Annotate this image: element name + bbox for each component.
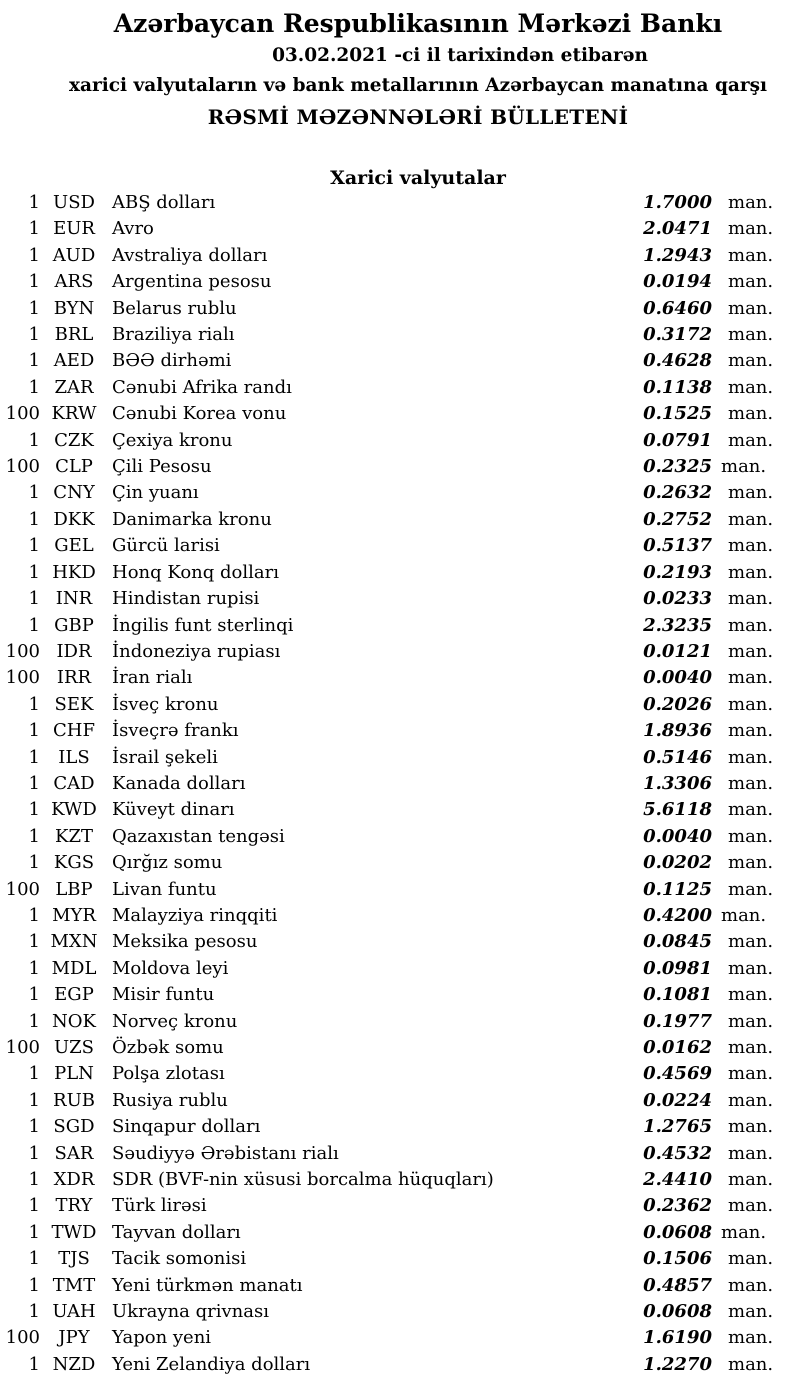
currency-quantity: 100 bbox=[5, 403, 40, 425]
unit-label: man. bbox=[728, 720, 774, 742]
currency-code: CNY bbox=[53, 482, 95, 504]
currency-name: İsveçrə frankı bbox=[112, 720, 239, 742]
currency-code: NOK bbox=[52, 1010, 96, 1032]
currency-name: Polşa zlotası bbox=[112, 1063, 225, 1085]
rate-value: 0.0202 bbox=[643, 852, 712, 874]
currency-code: CZK bbox=[54, 429, 94, 451]
currency-name: Yeni türkmən manatı bbox=[112, 1274, 303, 1296]
rate-row bbox=[0, 1114, 800, 1140]
currency-code: KRW bbox=[51, 403, 97, 425]
currency-code: INR bbox=[55, 588, 93, 610]
currency-quantity: 1 bbox=[28, 588, 40, 610]
rate-value: 1.7000 bbox=[643, 192, 712, 213]
rate-row bbox=[0, 507, 800, 533]
currency-name: Honq Konq dolları bbox=[112, 561, 279, 583]
bulletin-title: RƏSMİ MƏZƏNNƏLƏRİ BÜLLETENİ bbox=[207, 105, 629, 129]
rate-value: 0.1138 bbox=[643, 376, 712, 398]
unit-label: man. bbox=[728, 1089, 774, 1111]
currency-name: Çili Pesosu bbox=[112, 456, 212, 478]
currency-code: TJS bbox=[58, 1248, 90, 1270]
rate-value: 0.0233 bbox=[643, 588, 712, 610]
currency-quantity: 1 bbox=[28, 218, 40, 240]
rate-row bbox=[0, 454, 800, 480]
rate-value: 0.4628 bbox=[643, 350, 712, 372]
unit-label: man. bbox=[728, 324, 774, 346]
unit-label: man. bbox=[728, 667, 774, 689]
currency-quantity: 100 bbox=[5, 1037, 40, 1058]
currency-name: Küveyt dinarı bbox=[112, 799, 235, 821]
currency-name: İndoneziya rupiası bbox=[112, 640, 281, 662]
currency-code: SGD bbox=[53, 1116, 95, 1138]
currency-quantity: 1 bbox=[28, 693, 40, 715]
unit-label: man. bbox=[728, 482, 774, 504]
unit-label: man. bbox=[728, 403, 774, 425]
unit-label: man. bbox=[728, 1063, 774, 1085]
rate-row bbox=[0, 296, 800, 322]
currency-quantity: 1 bbox=[28, 1301, 40, 1323]
unit-label: man. bbox=[728, 297, 774, 319]
rate-value: 2.0471 bbox=[643, 218, 712, 240]
rate-row bbox=[0, 1167, 800, 1193]
rate-value: 0.0791 bbox=[643, 429, 712, 451]
unit-label: man. bbox=[728, 350, 774, 372]
rate-row bbox=[0, 1246, 800, 1272]
rate-row bbox=[0, 1273, 800, 1299]
currency-name: Kanada dolları bbox=[112, 772, 246, 794]
currency-code: ILS bbox=[58, 746, 90, 768]
rate-row bbox=[0, 1193, 800, 1219]
currency-name: Danimarka kronu bbox=[112, 508, 272, 530]
rate-row bbox=[0, 560, 800, 586]
currency-name: Argentina pesosu bbox=[112, 271, 272, 293]
currency-quantity: 1 bbox=[28, 614, 40, 636]
rate-value: 2.4410 bbox=[643, 1169, 712, 1191]
currency-name: Çin yuanı bbox=[112, 482, 199, 504]
currency-quantity: 1 bbox=[28, 720, 40, 742]
rate-row bbox=[0, 797, 800, 823]
unit-label: man. bbox=[728, 640, 774, 662]
currency-quantity: 100 bbox=[5, 640, 40, 662]
rate-row bbox=[0, 1035, 800, 1061]
currency-code: EGP bbox=[54, 984, 94, 1006]
currency-name: Cənubi Afrika randı bbox=[112, 376, 292, 398]
rate-value: 1.2270 bbox=[643, 1353, 712, 1375]
effective-date-line: 03.02.2021 -ci il tarixindən etibarən bbox=[272, 45, 648, 66]
rate-row bbox=[0, 428, 800, 454]
rate-row bbox=[0, 1061, 800, 1087]
currency-code: MDL bbox=[51, 957, 97, 979]
currency-quantity: 1 bbox=[28, 1010, 40, 1032]
currency-name: ABŞ dolları bbox=[112, 192, 216, 213]
unit-label: man. bbox=[728, 693, 774, 715]
currency-quantity: 1 bbox=[28, 324, 40, 346]
currency-code: MXN bbox=[50, 931, 98, 953]
unit-label: man. bbox=[728, 1248, 774, 1270]
unit-label: man. bbox=[728, 746, 774, 768]
currency-name: Livan funtu bbox=[112, 878, 217, 900]
currency-quantity: 1 bbox=[28, 746, 40, 768]
currency-code: ZAR bbox=[54, 376, 94, 398]
currency-code: JPY bbox=[58, 1327, 90, 1349]
currency-name: Misir funtu bbox=[112, 984, 215, 1006]
rate-row bbox=[0, 190, 800, 216]
unit-label: man. bbox=[728, 878, 774, 900]
exchange-rates-table bbox=[0, 190, 800, 1378]
rate-value: 0.0121 bbox=[643, 640, 712, 662]
currency-quantity: 1 bbox=[28, 1063, 40, 1085]
currency-quantity: 1 bbox=[28, 799, 40, 821]
currency-code: PLN bbox=[54, 1063, 94, 1085]
currency-code: MYR bbox=[52, 904, 96, 926]
bank-title: Azərbaycan Respublikasının Mərkəzi Bankı bbox=[113, 9, 723, 38]
currency-code: SAR bbox=[54, 1142, 94, 1164]
rate-row bbox=[0, 401, 800, 427]
currency-code: SEK bbox=[54, 693, 94, 715]
rate-row bbox=[0, 745, 800, 771]
currency-quantity: 1 bbox=[28, 931, 40, 953]
unit-label: man. bbox=[728, 931, 774, 953]
rate-row bbox=[0, 1352, 800, 1378]
currency-code: CAD bbox=[53, 772, 95, 794]
currency-quantity: 1 bbox=[28, 350, 40, 372]
unit-label: man. bbox=[728, 1274, 774, 1296]
currency-name: Norveç kronu bbox=[112, 1010, 238, 1032]
unit-label: man. bbox=[728, 244, 774, 266]
rate-row bbox=[0, 982, 800, 1008]
currency-code: TWD bbox=[51, 1221, 97, 1243]
rate-value: 0.2362 bbox=[643, 1195, 712, 1217]
currency-name: Avstraliya dolları bbox=[112, 244, 268, 266]
unit-label: man. bbox=[728, 561, 774, 583]
rate-value: 0.4857 bbox=[643, 1274, 712, 1296]
rate-row bbox=[0, 586, 800, 612]
rate-row bbox=[0, 1088, 800, 1114]
rate-value: 0.0194 bbox=[643, 271, 712, 293]
currency-code: HKD bbox=[52, 561, 96, 583]
currency-name: Tayvan dolları bbox=[112, 1221, 241, 1243]
currency-code: CLP bbox=[55, 456, 93, 478]
rate-row bbox=[0, 771, 800, 797]
currency-code: TMT bbox=[52, 1274, 96, 1296]
unit-label: man. bbox=[728, 1142, 774, 1164]
unit-label: man. bbox=[728, 271, 774, 293]
unit-label: man. bbox=[728, 218, 774, 240]
rate-value: 1.2765 bbox=[643, 1116, 712, 1138]
unit-label: man. bbox=[721, 1221, 767, 1243]
currency-code: USD bbox=[53, 192, 95, 213]
currency-code: IRR bbox=[56, 667, 92, 689]
unit-label: man. bbox=[728, 1195, 774, 1217]
currency-code: GEL bbox=[54, 535, 94, 557]
currency-code: CHF bbox=[53, 720, 95, 742]
rate-value: 0.5146 bbox=[643, 746, 712, 768]
currency-quantity: 1 bbox=[28, 1274, 40, 1296]
currency-name: Qazaxıstan tengəsi bbox=[112, 825, 285, 847]
rate-value: 0.2193 bbox=[643, 561, 712, 583]
subject-line: xarici valyutaların və bank metallarının Azərbaycan manatına qarşı bbox=[68, 75, 768, 96]
currency-quantity: 1 bbox=[28, 271, 40, 293]
rate-row bbox=[0, 243, 800, 269]
currency-quantity: 1 bbox=[28, 957, 40, 979]
currency-quantity: 1 bbox=[28, 192, 40, 213]
rate-row bbox=[0, 1141, 800, 1167]
currency-code: UZS bbox=[53, 1037, 94, 1058]
currency-quantity: 1 bbox=[28, 429, 40, 451]
rate-value: 1.2943 bbox=[643, 244, 712, 266]
rate-value: 0.2026 bbox=[643, 693, 712, 715]
rate-row bbox=[0, 1299, 800, 1325]
rate-value: 0.1977 bbox=[643, 1010, 712, 1032]
rate-row bbox=[0, 375, 800, 401]
currency-quantity: 1 bbox=[28, 1248, 40, 1270]
currency-name: Səudiyyə Ərəbistanı rialı bbox=[112, 1142, 339, 1164]
currency-code: EUR bbox=[53, 218, 95, 240]
currency-quantity: 1 bbox=[28, 984, 40, 1006]
currency-quantity: 1 bbox=[28, 825, 40, 847]
rate-row bbox=[0, 877, 800, 903]
rate-value: 1.6190 bbox=[643, 1327, 712, 1349]
rate-value: 0.0040 bbox=[643, 667, 712, 689]
currency-code: AUD bbox=[52, 244, 96, 266]
rate-row bbox=[0, 850, 800, 876]
rate-value: 1.8936 bbox=[643, 720, 712, 742]
currency-code: KGS bbox=[53, 852, 95, 874]
rate-value: 0.4569 bbox=[643, 1063, 712, 1085]
unit-label: man. bbox=[728, 1037, 774, 1058]
currency-quantity: 1 bbox=[28, 482, 40, 504]
rate-value: 0.1525 bbox=[643, 403, 712, 425]
rate-value: 0.2752 bbox=[643, 508, 712, 530]
currency-quantity: 1 bbox=[28, 1089, 40, 1111]
currency-quantity: 100 bbox=[5, 456, 40, 478]
currency-quantity: 1 bbox=[28, 244, 40, 266]
currency-name: Ukrayna qrivnası bbox=[112, 1301, 269, 1323]
currency-name: Türk lirəsi bbox=[112, 1195, 207, 1217]
rate-row bbox=[0, 665, 800, 691]
rate-value: 0.0845 bbox=[643, 931, 712, 953]
rate-value: 1.3306 bbox=[643, 772, 712, 794]
currency-name: Hindistan rupisi bbox=[112, 588, 260, 610]
unit-label: man. bbox=[721, 456, 767, 478]
rate-value: 2.3235 bbox=[643, 614, 712, 636]
currency-code: DKK bbox=[53, 508, 95, 530]
currency-name: Cənubi Korea vonu bbox=[112, 403, 287, 425]
rate-row bbox=[0, 480, 800, 506]
unit-label: man. bbox=[728, 429, 774, 451]
currency-name: İngilis funt sterlinqi bbox=[112, 614, 294, 636]
rate-value: 0.1506 bbox=[643, 1248, 712, 1270]
currency-name: Yeni Zelandiya dolları bbox=[112, 1353, 311, 1375]
currency-quantity: 1 bbox=[28, 1142, 40, 1164]
unit-label: man. bbox=[728, 376, 774, 398]
currency-code: BYN bbox=[53, 297, 95, 319]
unit-label: man. bbox=[728, 535, 774, 557]
rate-row bbox=[0, 824, 800, 850]
unit-label: man. bbox=[728, 1169, 774, 1191]
rate-row bbox=[0, 348, 800, 374]
unit-label: man. bbox=[728, 1010, 774, 1032]
rate-value: 0.2632 bbox=[643, 482, 712, 504]
rate-row bbox=[0, 1325, 800, 1351]
currency-code: KZT bbox=[55, 825, 93, 847]
currency-name: Özbək somu bbox=[112, 1037, 224, 1058]
unit-label: man. bbox=[728, 614, 774, 636]
rate-row bbox=[0, 692, 800, 718]
currency-name: Rusiya rublu bbox=[112, 1089, 228, 1111]
rate-row bbox=[0, 322, 800, 348]
rate-value: 0.5137 bbox=[643, 535, 712, 557]
currency-name: Belarus rublu bbox=[112, 297, 237, 319]
currency-name: Tacik somonisi bbox=[112, 1248, 247, 1270]
currency-name: SDR (BVF-nin xüsusi borcalma hüquqları) bbox=[112, 1169, 494, 1191]
rate-row bbox=[0, 956, 800, 982]
currency-name: Yapon yeni bbox=[112, 1327, 212, 1349]
currency-code: GBP bbox=[54, 614, 94, 636]
rate-row bbox=[0, 1009, 800, 1035]
rate-row bbox=[0, 639, 800, 665]
unit-label: man. bbox=[728, 852, 774, 874]
currency-name: Gürcü larisi bbox=[112, 535, 220, 557]
rate-value: 5.6118 bbox=[643, 799, 712, 821]
currency-name: Meksika pesosu bbox=[112, 931, 258, 953]
currency-quantity: 1 bbox=[28, 1116, 40, 1138]
unit-label: man. bbox=[728, 1116, 774, 1138]
currency-name: Avro bbox=[112, 218, 154, 240]
rate-value: 0.0040 bbox=[643, 825, 712, 847]
rate-value: 0.6460 bbox=[643, 297, 712, 319]
unit-label: man. bbox=[728, 799, 774, 821]
rate-value: 0.0608 bbox=[643, 1301, 712, 1323]
currency-name: Sinqapur dolları bbox=[112, 1116, 261, 1138]
rate-value: 0.1081 bbox=[643, 984, 712, 1006]
rate-row bbox=[0, 216, 800, 242]
rate-value: 0.0224 bbox=[643, 1089, 712, 1111]
unit-label: man. bbox=[728, 1327, 774, 1349]
currency-quantity: 1 bbox=[28, 1169, 40, 1191]
currency-name: Malayziya rinqqiti bbox=[112, 904, 278, 926]
currency-code: XDR bbox=[53, 1169, 95, 1191]
currency-quantity: 1 bbox=[28, 772, 40, 794]
currency-code: UAH bbox=[52, 1301, 96, 1323]
rate-value: 0.1125 bbox=[643, 878, 712, 900]
currency-quantity: 100 bbox=[5, 878, 40, 900]
currency-quantity: 1 bbox=[28, 1195, 40, 1217]
unit-label: man. bbox=[728, 825, 774, 847]
section-title-foreign-currencies: Xarici valyutalar bbox=[330, 167, 506, 189]
rate-value: 0.2325 bbox=[643, 456, 712, 478]
currency-quantity: 1 bbox=[28, 852, 40, 874]
rate-value: 0.4200 bbox=[643, 904, 712, 926]
currency-code: IDR bbox=[56, 640, 92, 662]
currency-code: AED bbox=[53, 350, 95, 372]
rate-value: 0.3172 bbox=[643, 324, 712, 346]
currency-code: TRY bbox=[55, 1195, 93, 1217]
currency-code: NZD bbox=[52, 1353, 96, 1375]
currency-code: BRL bbox=[54, 324, 94, 346]
unit-label: man. bbox=[728, 192, 774, 213]
currency-quantity: 100 bbox=[5, 667, 40, 689]
currency-code: KWD bbox=[51, 799, 97, 821]
currency-name: Braziliya rialı bbox=[112, 324, 235, 346]
unit-label: man. bbox=[721, 904, 767, 926]
currency-code: LBP bbox=[55, 878, 93, 900]
rate-row bbox=[0, 929, 800, 955]
currency-quantity: 1 bbox=[28, 297, 40, 319]
rate-value: 0.0981 bbox=[643, 957, 712, 979]
currency-quantity: 100 bbox=[5, 1327, 40, 1349]
unit-label: man. bbox=[728, 1301, 774, 1323]
rate-row bbox=[0, 269, 800, 295]
unit-label: man. bbox=[728, 772, 774, 794]
rate-row bbox=[0, 613, 800, 639]
unit-label: man. bbox=[728, 1353, 774, 1375]
currency-code: ARS bbox=[54, 271, 94, 293]
rate-row bbox=[0, 718, 800, 744]
currency-name: İsveç kronu bbox=[112, 693, 219, 715]
currency-quantity: 1 bbox=[28, 535, 40, 557]
currency-name: İsrail şekeli bbox=[112, 746, 218, 768]
unit-label: man. bbox=[728, 984, 774, 1006]
rate-value: 0.0608 bbox=[643, 1221, 712, 1243]
currency-quantity: 1 bbox=[28, 561, 40, 583]
currency-code: RUB bbox=[53, 1089, 95, 1111]
rate-value: 0.0162 bbox=[643, 1037, 712, 1058]
currency-quantity: 1 bbox=[28, 1353, 40, 1375]
unit-label: man. bbox=[728, 508, 774, 530]
currency-name: Çexiya kronu bbox=[112, 429, 233, 451]
rate-value: 0.4532 bbox=[643, 1142, 712, 1164]
rate-row bbox=[0, 533, 800, 559]
currency-quantity: 1 bbox=[28, 904, 40, 926]
unit-label: man. bbox=[728, 588, 774, 610]
currency-name: Moldova leyi bbox=[112, 957, 229, 979]
currency-quantity: 1 bbox=[28, 508, 40, 530]
rate-row bbox=[0, 903, 800, 929]
currency-name: Qırğız somu bbox=[112, 852, 223, 874]
currency-name: İran rialı bbox=[112, 667, 193, 689]
currency-quantity: 1 bbox=[28, 376, 40, 398]
unit-label: man. bbox=[728, 957, 774, 979]
currency-name: BƏƏ dirhəmi bbox=[112, 350, 232, 372]
rate-row bbox=[0, 1220, 800, 1246]
currency-quantity: 1 bbox=[28, 1221, 40, 1243]
